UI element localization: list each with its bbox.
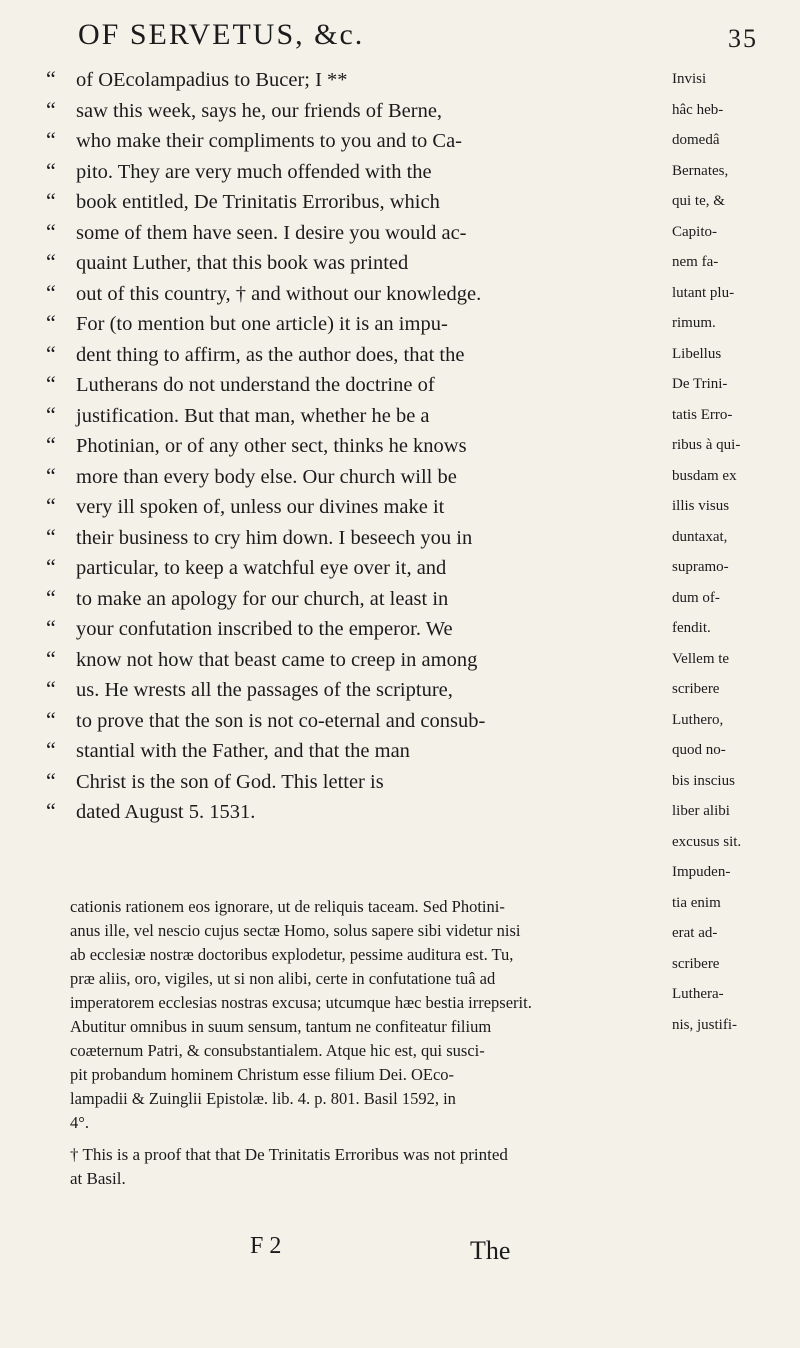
margin-line-text: illis visus — [672, 498, 730, 514]
text-line-text: very ill spoken of, unless our divines make it — [76, 496, 445, 518]
quote-mark: “ — [46, 706, 56, 732]
latin-line — [70, 1063, 770, 1087]
quote-mark: “ — [46, 615, 56, 640]
latin-line-text: imperatorem ecclesias nostras excusa; utcumque hæc bestia irrepserit. — [70, 993, 532, 1012]
margin-line — [672, 217, 796, 248]
margin-line — [672, 674, 796, 705]
text-line — [46, 247, 674, 278]
latin-line-text: anus ille, vel nescio cujus sectæ Homo, solus sapere sibi videtur nisi — [70, 921, 521, 940]
margin-line-text: tatis Erro- — [672, 406, 733, 423]
margin-line-text: lutant plu- — [672, 284, 735, 301]
running-head-title: OF SERVETUS, &c. — [78, 18, 365, 51]
text-line — [46, 766, 674, 797]
quote-mark: “ — [46, 66, 56, 91]
margin-line — [672, 796, 796, 827]
margin-line-text: duntaxat, — [672, 528, 728, 545]
margin-line — [672, 552, 796, 583]
margin-line-text: nis, justifi- — [672, 1016, 738, 1033]
text-line — [46, 156, 674, 187]
quote-mark: “ — [46, 432, 56, 457]
text-line — [46, 339, 674, 370]
quote-mark: “ — [46, 767, 56, 793]
margin-line-text: Luthera- — [672, 986, 724, 1002]
latin-line-text: cationis rationem eos ignorare, ut de reliquis taceam. Sed Photini- — [70, 897, 505, 916]
margin-line-text: Capito- — [672, 223, 717, 240]
margin-line-text: liber alibi — [672, 803, 730, 819]
quote-mark: “ — [46, 157, 56, 183]
latin-line-text: pit probandum hominem Christum esse filium Dei. OEco- — [70, 1065, 455, 1084]
text-line-text: stantial with the Father, and that the man — [76, 740, 410, 762]
marginal-note — [672, 64, 796, 1040]
text-line — [46, 369, 674, 400]
margin-line — [672, 613, 796, 644]
margin-line-text: erat ad- — [672, 925, 718, 941]
text-line-text: Christ is the son of God. This letter is — [76, 770, 384, 793]
latin-line — [70, 991, 770, 1015]
margin-line — [672, 278, 796, 309]
margin-line — [672, 64, 796, 95]
margin-line-text: Bernates, — [672, 162, 729, 179]
text-line — [46, 186, 674, 217]
latin-line — [70, 895, 770, 919]
page-number: 35 — [728, 24, 758, 53]
margin-line-text: excusus sit. — [672, 833, 742, 850]
text-line — [46, 796, 674, 827]
quote-mark: “ — [46, 584, 56, 610]
text-line-text: For (to mention but one article) it is an impu- — [76, 313, 448, 335]
margin-line-text: Luthero, — [672, 711, 724, 728]
margin-line-text: domedâ — [672, 132, 720, 148]
text-line-text: particular, to keep a watchful eye over it, and — [76, 557, 447, 579]
text-line — [46, 125, 674, 156]
text-line-text: out of this country, † and without our knowledge. — [76, 282, 482, 305]
margin-line — [672, 339, 796, 370]
margin-line-text: Impuden- — [672, 864, 731, 880]
quote-mark: “ — [46, 645, 56, 671]
margin-line-text: scribere — [672, 681, 720, 697]
latin-line-text: ab ecclesiæ nostræ doctoribus explodetur, pessime auditura est. Tu, — [70, 945, 514, 964]
footnote-line — [70, 1167, 770, 1191]
quote-mark: “ — [46, 493, 56, 518]
margin-line-text: ribus à qui- — [672, 437, 741, 453]
margin-line — [672, 705, 796, 736]
text-line-text: dent thing to affirm, as the author does, that the — [76, 343, 465, 366]
text-line-text: dated August 5. 1531. — [76, 801, 256, 823]
margin-line-text: qui te, & — [672, 193, 725, 209]
quote-mark: “ — [46, 127, 56, 152]
text-line-text: Photinian, or of any other sect, thinks he knows — [76, 435, 467, 457]
quote-mark: “ — [46, 554, 56, 579]
text-line — [46, 583, 674, 614]
text-line — [46, 461, 674, 492]
latin-line — [70, 1039, 770, 1063]
margin-line — [672, 644, 796, 675]
main-text — [46, 64, 674, 827]
margin-line-text: bis inscius — [672, 772, 735, 789]
text-line — [46, 430, 674, 461]
text-line-text: pito. They are very much offended with the — [76, 160, 432, 183]
margin-line-text: hâc heb- — [672, 101, 724, 118]
text-line-text: more than every body else. Our church will be — [76, 465, 457, 488]
margin-line — [672, 247, 796, 278]
text-line — [46, 278, 674, 309]
margin-line-text: supramo- — [672, 559, 729, 575]
quote-mark: “ — [46, 218, 56, 244]
text-line-text: their business to cry him down. I beseech you in — [76, 526, 473, 549]
margin-line-text: Vellem te — [672, 650, 730, 667]
quote-mark: “ — [46, 401, 56, 427]
margin-line-text: dum of- — [672, 589, 720, 606]
signature-mark: F 2 — [250, 1233, 282, 1259]
quote-mark: “ — [46, 249, 56, 274]
margin-line — [672, 766, 796, 797]
margin-line-text: Libellus — [672, 345, 722, 362]
quote-mark: “ — [46, 737, 56, 762]
margin-line — [672, 522, 796, 553]
footnote-line-text: † This is a proof that that De Trinitatis Erroribus was not printed — [70, 1145, 508, 1164]
latin-line-text: præ aliis, oro, vigiles, ut si non alibi, certe in confutatione tuâ ad — [70, 969, 496, 988]
margin-line-text: fendit. — [672, 620, 711, 636]
text-line — [46, 400, 674, 431]
text-line — [46, 308, 674, 339]
margin-line-text: scribere — [672, 955, 720, 972]
margin-line — [672, 156, 796, 187]
quote-mark: “ — [46, 310, 56, 335]
text-line-text: us. He wrests all the passages of the scripture, — [76, 679, 453, 701]
text-line-text: to make an apology for our church, at least in — [76, 587, 449, 610]
latin-line — [70, 1111, 770, 1135]
text-line — [46, 491, 674, 522]
margin-line — [672, 857, 796, 888]
margin-line — [672, 95, 796, 126]
running-head — [78, 18, 758, 52]
text-line — [46, 552, 674, 583]
latin-line-text: coæternum Patri, & consubstantialem. Atque hic est, qui susci- — [70, 1041, 485, 1060]
margin-line — [672, 125, 796, 156]
margin-line — [672, 461, 796, 492]
text-line — [46, 95, 674, 126]
catchword: The — [470, 1236, 511, 1265]
latin-footnote — [70, 895, 770, 1135]
text-line-text: book entitled, De Trinitatis Erroribus, which — [76, 191, 440, 213]
text-line — [46, 674, 674, 705]
margin-line-text: rimum. — [672, 315, 716, 331]
quote-mark: “ — [46, 523, 56, 549]
quote-mark: “ — [46, 188, 56, 213]
margin-line — [672, 583, 796, 614]
latin-line — [70, 919, 770, 943]
quote-mark: “ — [46, 371, 56, 396]
margin-line-text: De Trini- — [672, 376, 728, 392]
margin-line — [672, 369, 796, 400]
margin-line — [672, 735, 796, 766]
latin-line — [70, 967, 770, 991]
text-line-text: saw this week, says he, our friends of Berne, — [76, 99, 443, 122]
margin-line-text: nem fa- — [672, 254, 719, 270]
margin-line-text: tia enim — [672, 894, 721, 911]
quote-mark: “ — [46, 340, 56, 366]
latin-line-text: 4°. — [70, 1113, 89, 1132]
text-line — [46, 705, 674, 736]
margin-line — [672, 308, 796, 339]
text-line-text: of OEcolampadius to Bucer; I ** — [76, 69, 348, 91]
text-line — [46, 735, 674, 766]
latin-line — [70, 1015, 770, 1039]
latin-line — [70, 1087, 770, 1111]
footnote-line — [70, 1143, 770, 1167]
latin-line — [70, 943, 770, 967]
text-line — [46, 613, 674, 644]
text-line-text: to prove that the son is not co-eternal and consub- — [76, 709, 486, 732]
footnote — [70, 1143, 770, 1191]
margin-line — [672, 400, 796, 431]
margin-line — [672, 827, 796, 858]
text-line — [46, 644, 674, 675]
margin-line-text: Invisi — [672, 71, 707, 87]
latin-line-text: lampadii & Zuinglii Epistolæ. lib. 4. p. 801. Basil 1592, in — [70, 1089, 456, 1108]
margin-line — [672, 491, 796, 522]
text-line — [46, 217, 674, 248]
footnote-line-text: at Basil. — [70, 1169, 126, 1188]
margin-line-text: quod no- — [672, 742, 726, 758]
margin-line — [672, 430, 796, 461]
quote-mark: “ — [46, 96, 56, 122]
text-line-text: know not how that beast came to creep in among — [76, 648, 478, 671]
quote-mark: “ — [46, 676, 56, 701]
text-line-text: some of them have seen. I desire you would ac- — [76, 221, 467, 244]
margin-line-text: busdam ex — [672, 467, 737, 484]
quote-mark: “ — [46, 462, 56, 488]
text-line-text: Lutherans do not understand the doctrine of — [76, 374, 435, 396]
text-line-text: quaint Luther, that this book was printed — [76, 252, 409, 274]
text-line-text: justification. But that man, whether he be a — [76, 404, 430, 427]
latin-line-text: Abutitur omnibus in suum sensum, tantum ne confiteatur filium — [70, 1017, 492, 1036]
text-line — [46, 522, 674, 553]
margin-line — [672, 186, 796, 217]
text-line-text: your confutation inscribed to the emperor. We — [76, 618, 453, 640]
quote-mark: “ — [46, 798, 56, 823]
text-line-text: who make their compliments to you and to Ca- — [76, 130, 463, 152]
quote-mark: “ — [46, 279, 56, 305]
text-line — [46, 64, 674, 95]
